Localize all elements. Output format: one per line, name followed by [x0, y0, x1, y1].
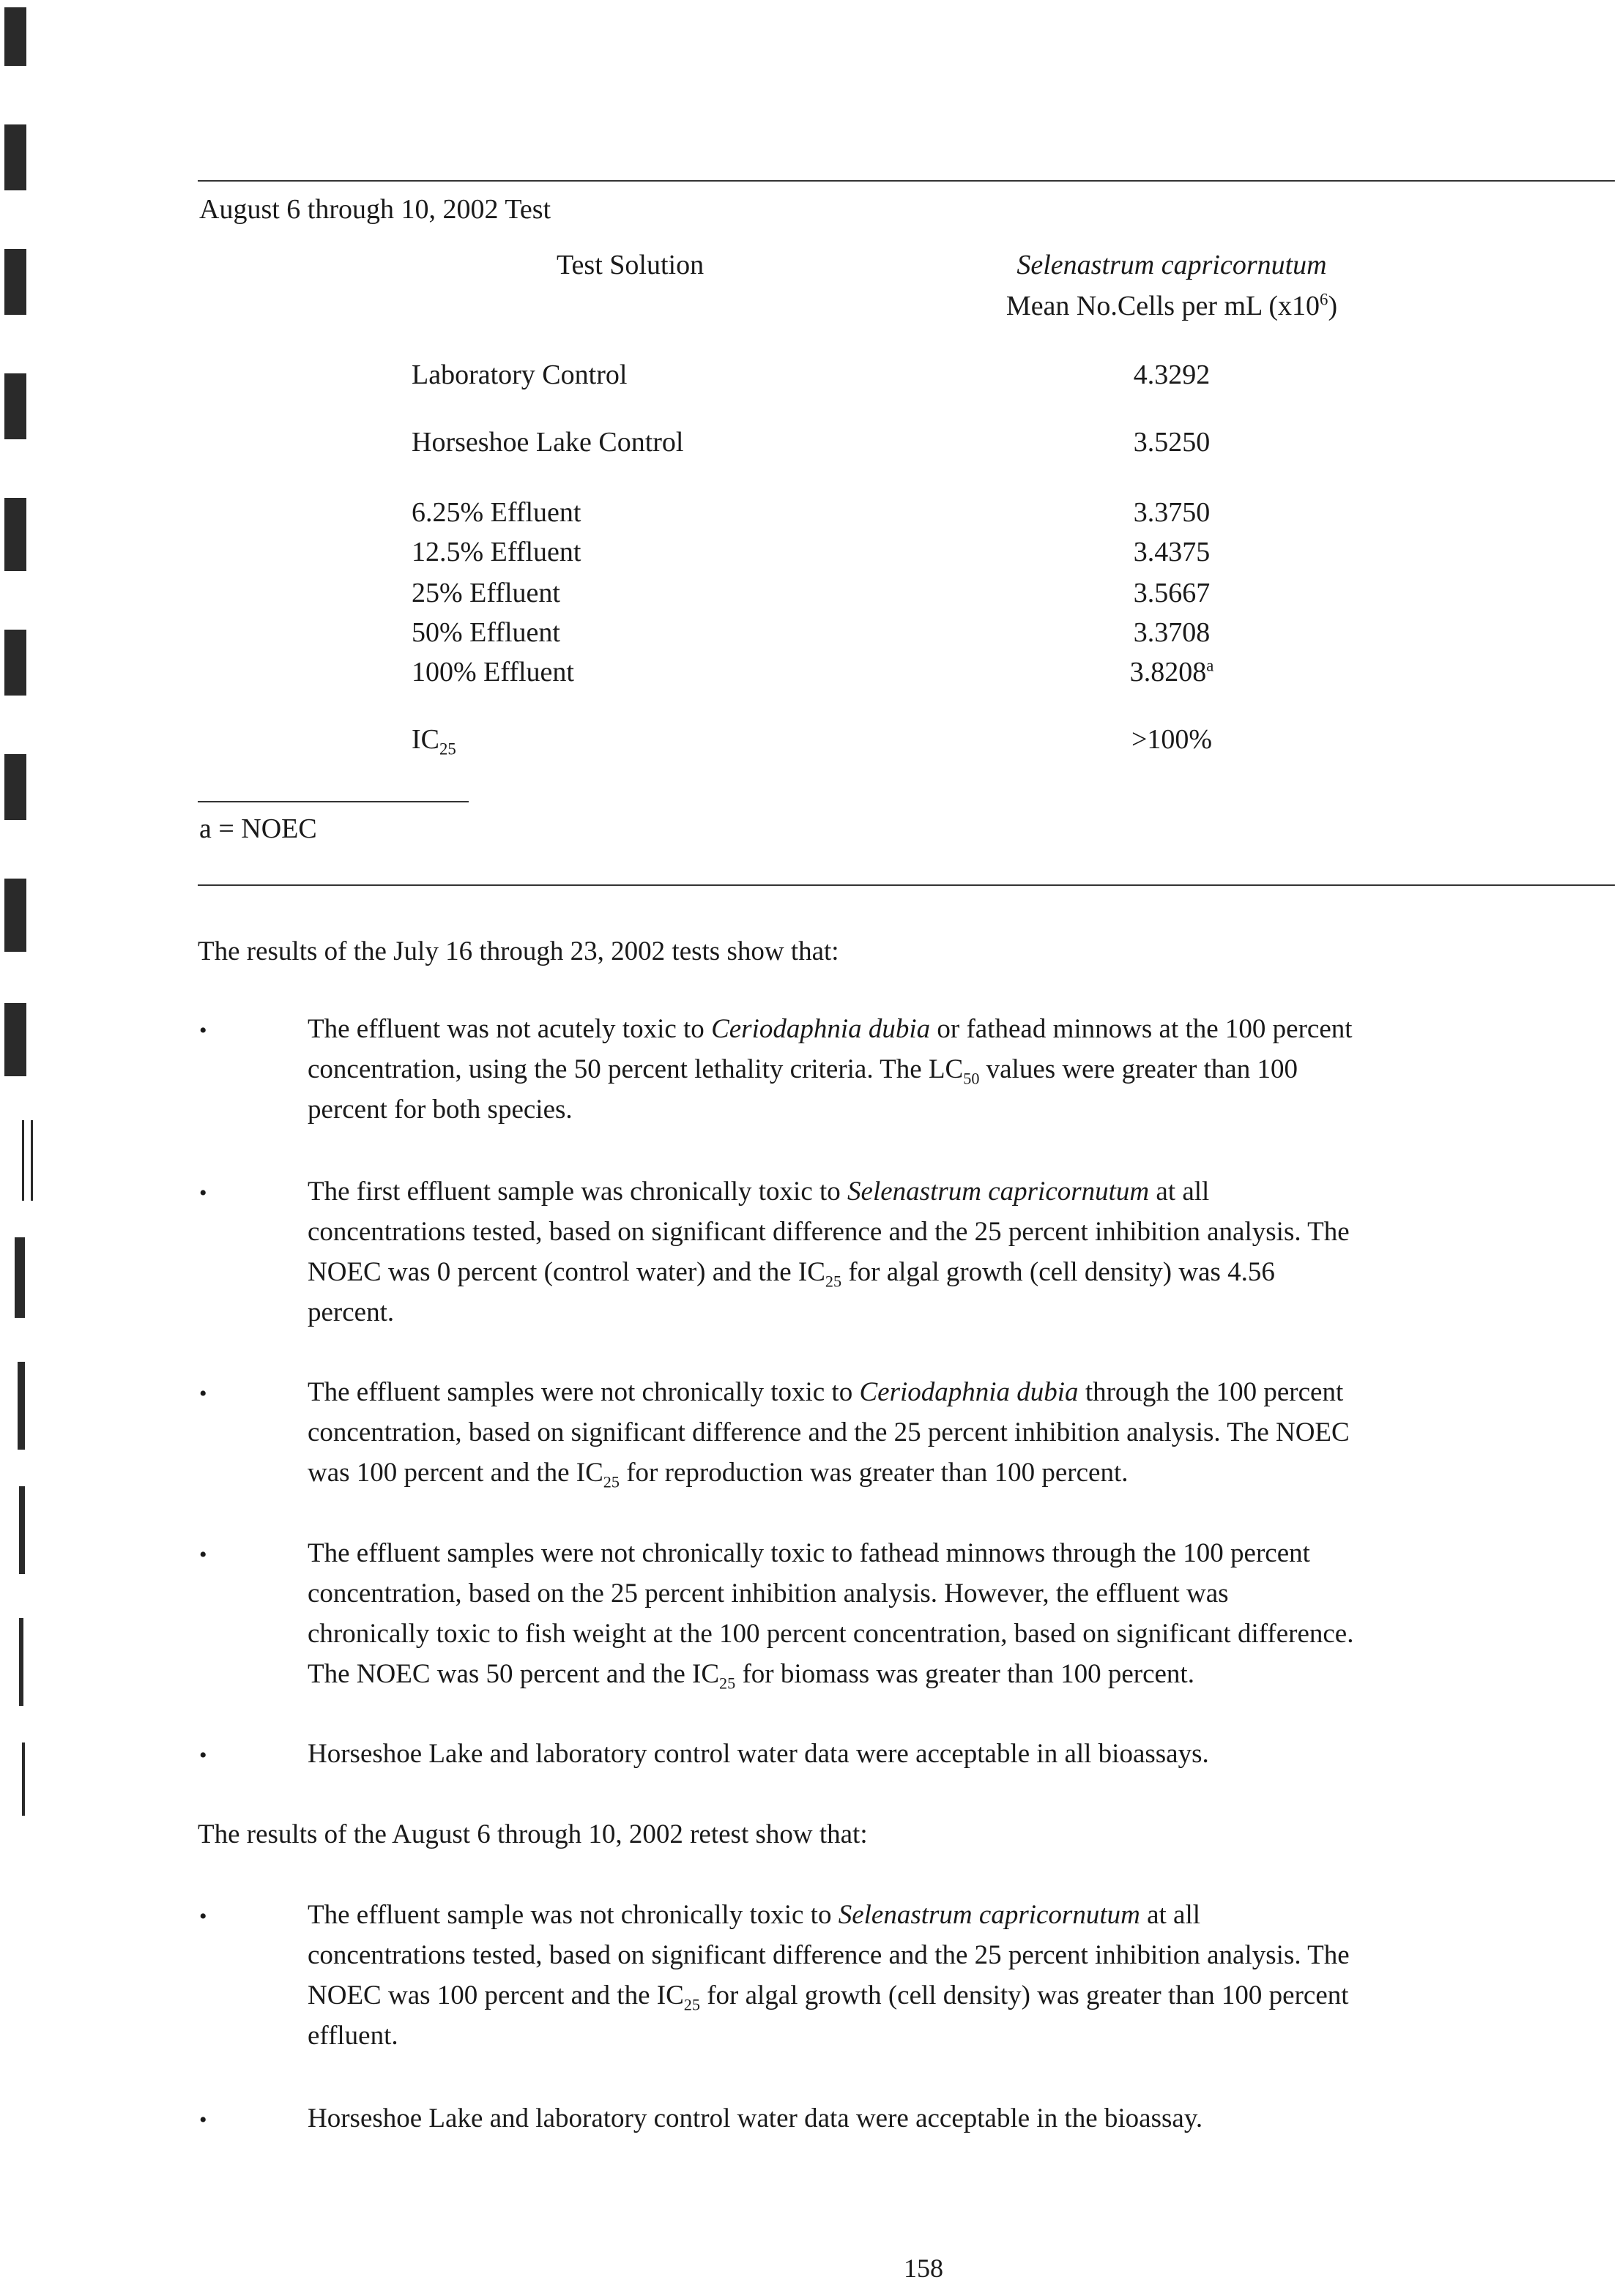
footnote-rule	[198, 801, 469, 802]
bullet: •	[199, 2108, 207, 2132]
scan-mark	[4, 373, 26, 439]
table-bottom-rule	[198, 884, 1615, 886]
bullet: •	[199, 1018, 207, 1043]
bullet-text: Horseshoe Lake and laboratory control water data were acceptable in all bioassays.	[308, 1739, 1209, 1769]
scan-mark	[4, 1003, 26, 1076]
bullet: •	[199, 1181, 207, 1205]
column-header-species: Selenastrum capricornutum	[1016, 250, 1327, 280]
table-top-rule	[198, 180, 1615, 182]
row-value: 3.3750	[1133, 497, 1211, 528]
row-value: 4.3292	[1133, 359, 1211, 390]
row-value: 3.5667	[1133, 578, 1211, 608]
scan-mark	[19, 1486, 25, 1574]
scan-mark	[4, 124, 26, 190]
scan-mark	[4, 498, 26, 571]
table-heading: August 6 through 10, 2002 Test	[199, 194, 551, 225]
scan-mark	[18, 1362, 25, 1450]
scan-mark	[4, 249, 26, 315]
scan-mark	[19, 1618, 23, 1706]
bullet-text: Horseshoe Lake and laboratory control water data were acceptable in the bioassay.	[308, 2103, 1203, 2133]
scan-mark	[15, 1237, 25, 1318]
scan-mark	[22, 1742, 25, 1816]
scan-mark	[4, 7, 26, 66]
footnote: a = NOEC	[199, 813, 317, 844]
row-label: Laboratory Control	[412, 359, 628, 390]
row-label: 50% Effluent	[412, 617, 560, 648]
bullet: •	[199, 1543, 207, 1567]
scan-mark	[4, 879, 26, 952]
bullet-text: The first effluent sample was chronically toxic to Selenastrum capricornutum at all concentrations tested, based on significant difference and the 25 percent inhibition analysis. The NOEC was 0 percent (control water) and the $IC_{25}$ for algal growth (cell density) was 4.56 percent.	[308, 1177, 1350, 1327]
column-header-test-solution: Test Solution	[557, 250, 705, 280]
noec-footnote-marker: a	[1206, 656, 1214, 675]
row-value: 3.8208$^a$	[1129, 656, 1214, 687]
column-header-units: Mean No.Cells per mL $(x10^6)$	[1005, 290, 1338, 321]
row-value: 3.5250	[1133, 427, 1211, 458]
scan-mark	[22, 1120, 24, 1201]
section2-intro: The results of the August 6 through 10, 2002 retest show that:	[198, 1819, 868, 1849]
row-label: 100% Effluent	[412, 657, 574, 687]
page-number: 158	[904, 2254, 943, 2283]
bullet-text: The effluent sample was not chronically toxic to Selenastrum capricornutum at all concentrations tested, based on significant difference and the 25 percent inhibition analysis. The NOEC was 100 percent and the $IC_{25}$ for algal growth (cell density) was greater than 100 percent effluent.	[308, 1900, 1350, 2051]
bullet-text: The effluent was not acutely toxic to Ceriodaphnia dubia or fathead minnows at the 100 percent concentration, using the 50 percent lethality criteria. The $LC_{50}$ values were greater than 100 percent for both species.	[308, 1014, 1353, 1125]
row-value: 3.4375	[1133, 537, 1211, 567]
ic25-label: $IC_{25}$	[412, 724, 456, 758]
row-label: 6.25% Effluent	[412, 497, 581, 528]
bullet-text: The effluent samples were not chronically toxic to fathead minnows through the 100 percent concentration, based on the 25 percent inhibition analysis. However, the effluent was chronically toxic to fish weight at the 100 percent concentration, based on significant difference. The NOEC was 50 percent and the $IC_{25}$ for biomass was greater than 100 percent.	[308, 1538, 1354, 1693]
bullet: •	[199, 1743, 207, 1767]
row-value: 3.3708	[1133, 617, 1211, 648]
bullet-text: The effluent samples were not chronically toxic to Ceriodaphnia dubia through the 100 percent concentration, based on significant difference and the 25 percent inhibition analysis. The NOEC was 100 percent and the $IC_{25}$ for reproduction was greater than 100 percent.	[308, 1377, 1350, 1491]
ic25-value: >100%	[1131, 724, 1213, 755]
scan-mark	[4, 630, 26, 696]
scan-mark	[4, 754, 26, 820]
bullet: •	[199, 1382, 207, 1406]
bullet: •	[199, 1904, 207, 1928]
row-label: 25% Effluent	[412, 578, 560, 608]
row-label: Horseshoe Lake Control	[412, 427, 684, 458]
row-label: 12.5% Effluent	[412, 537, 581, 567]
scan-mark	[31, 1120, 33, 1201]
section1-intro: The results of the July 16 through 23, 2002 tests show that:	[198, 936, 839, 966]
